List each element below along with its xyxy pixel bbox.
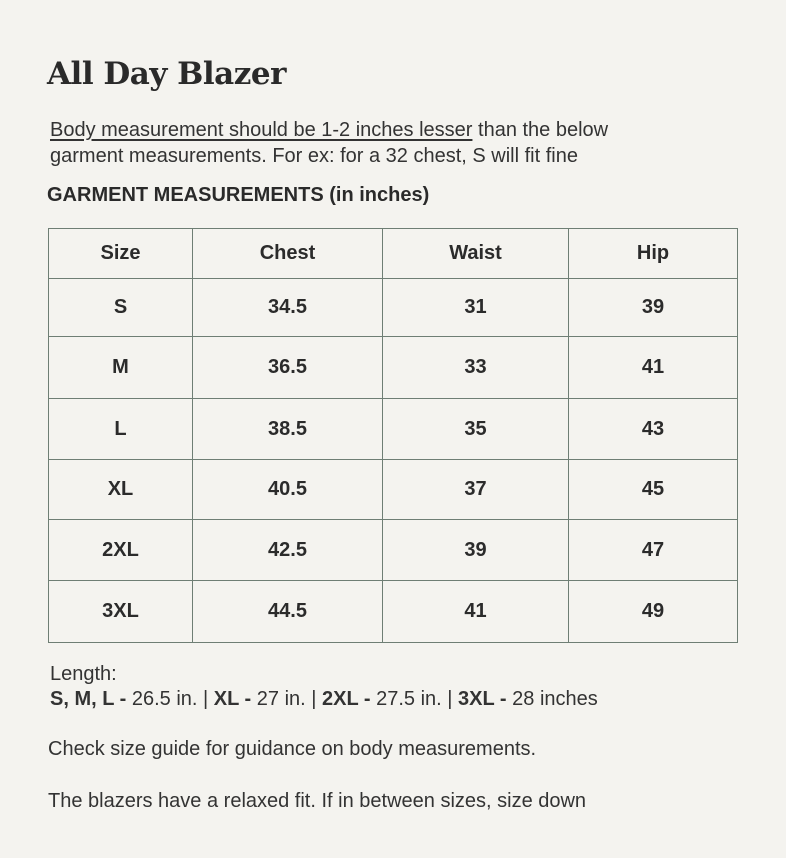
cell-hip: 41 <box>569 337 738 399</box>
fit-guidance-line1-rest: than the below <box>472 119 609 141</box>
length-separator: | <box>305 688 323 710</box>
fit-guidance-text <box>50 117 750 169</box>
cell-chest: 36.5 <box>193 337 383 399</box>
length-value-3xl: 28 inches <box>506 688 598 710</box>
length-label: Length: <box>50 663 117 685</box>
cell-hip: 47 <box>569 520 738 581</box>
table-header-row <box>49 229 738 279</box>
cell-hip: 45 <box>569 460 738 520</box>
cell-waist: 35 <box>383 399 569 460</box>
fit-guidance-line2: garment measurements. For ex: for a 32 chest, S will fit fine <box>50 145 578 167</box>
table-row <box>49 581 738 643</box>
cell-waist: 37 <box>383 460 569 520</box>
cell-hip: 49 <box>569 581 738 643</box>
table-row <box>49 279 738 337</box>
table-title: GARMENT MEASUREMENTS (in inches) <box>47 184 430 206</box>
cell-chest: 38.5 <box>193 399 383 460</box>
header-waist: Waist <box>383 229 569 279</box>
cell-size: 3XL <box>49 581 193 643</box>
table-row <box>49 520 738 581</box>
length-size-2xl: 2XL - <box>322 688 371 710</box>
length-size-sml: S, M, L - <box>50 688 127 710</box>
table-row <box>49 399 738 460</box>
size-guide-note: Check size guide for guidance on body measurements. <box>48 738 537 760</box>
size-chart-table <box>48 228 738 643</box>
length-size-xl: XL - <box>213 688 252 710</box>
table-row <box>49 337 738 399</box>
cell-waist: 33 <box>383 337 569 399</box>
cell-size: L <box>49 399 193 460</box>
length-size-3xl: 3XL - <box>458 688 507 710</box>
cell-hip: 39 <box>569 279 738 337</box>
header-size: Size <box>49 229 193 279</box>
cell-chest: 34.5 <box>193 279 383 337</box>
cell-size: XL <box>49 460 193 520</box>
length-separator: | <box>441 688 459 710</box>
length-value-xl: 27 in. <box>251 688 306 710</box>
cell-size: S <box>49 279 193 337</box>
cell-waist: 39 <box>383 520 569 581</box>
fit-guidance-underlined: Body measurement should be 1-2 inches lesser <box>50 119 473 141</box>
cell-chest: 40.5 <box>193 460 383 520</box>
length-values <box>50 688 598 711</box>
cell-chest: 42.5 <box>193 520 383 581</box>
header-chest: Chest <box>193 229 383 279</box>
cell-waist: 31 <box>383 279 569 337</box>
header-hip: Hip <box>569 229 738 279</box>
relaxed-fit-note: The blazers have a relaxed fit. If in between sizes, size down <box>48 790 587 812</box>
table-row <box>49 460 738 520</box>
cell-size: M <box>49 337 193 399</box>
cell-chest: 44.5 <box>193 581 383 643</box>
length-value-2xl: 27.5 in. <box>370 688 442 710</box>
length-separator: | <box>197 688 214 710</box>
cell-size: 2XL <box>49 520 193 581</box>
cell-hip: 43 <box>569 399 738 460</box>
length-value-sml: 26.5 in. <box>126 688 198 710</box>
cell-waist: 41 <box>383 581 569 643</box>
page-title: All Day Blazer <box>47 56 286 92</box>
